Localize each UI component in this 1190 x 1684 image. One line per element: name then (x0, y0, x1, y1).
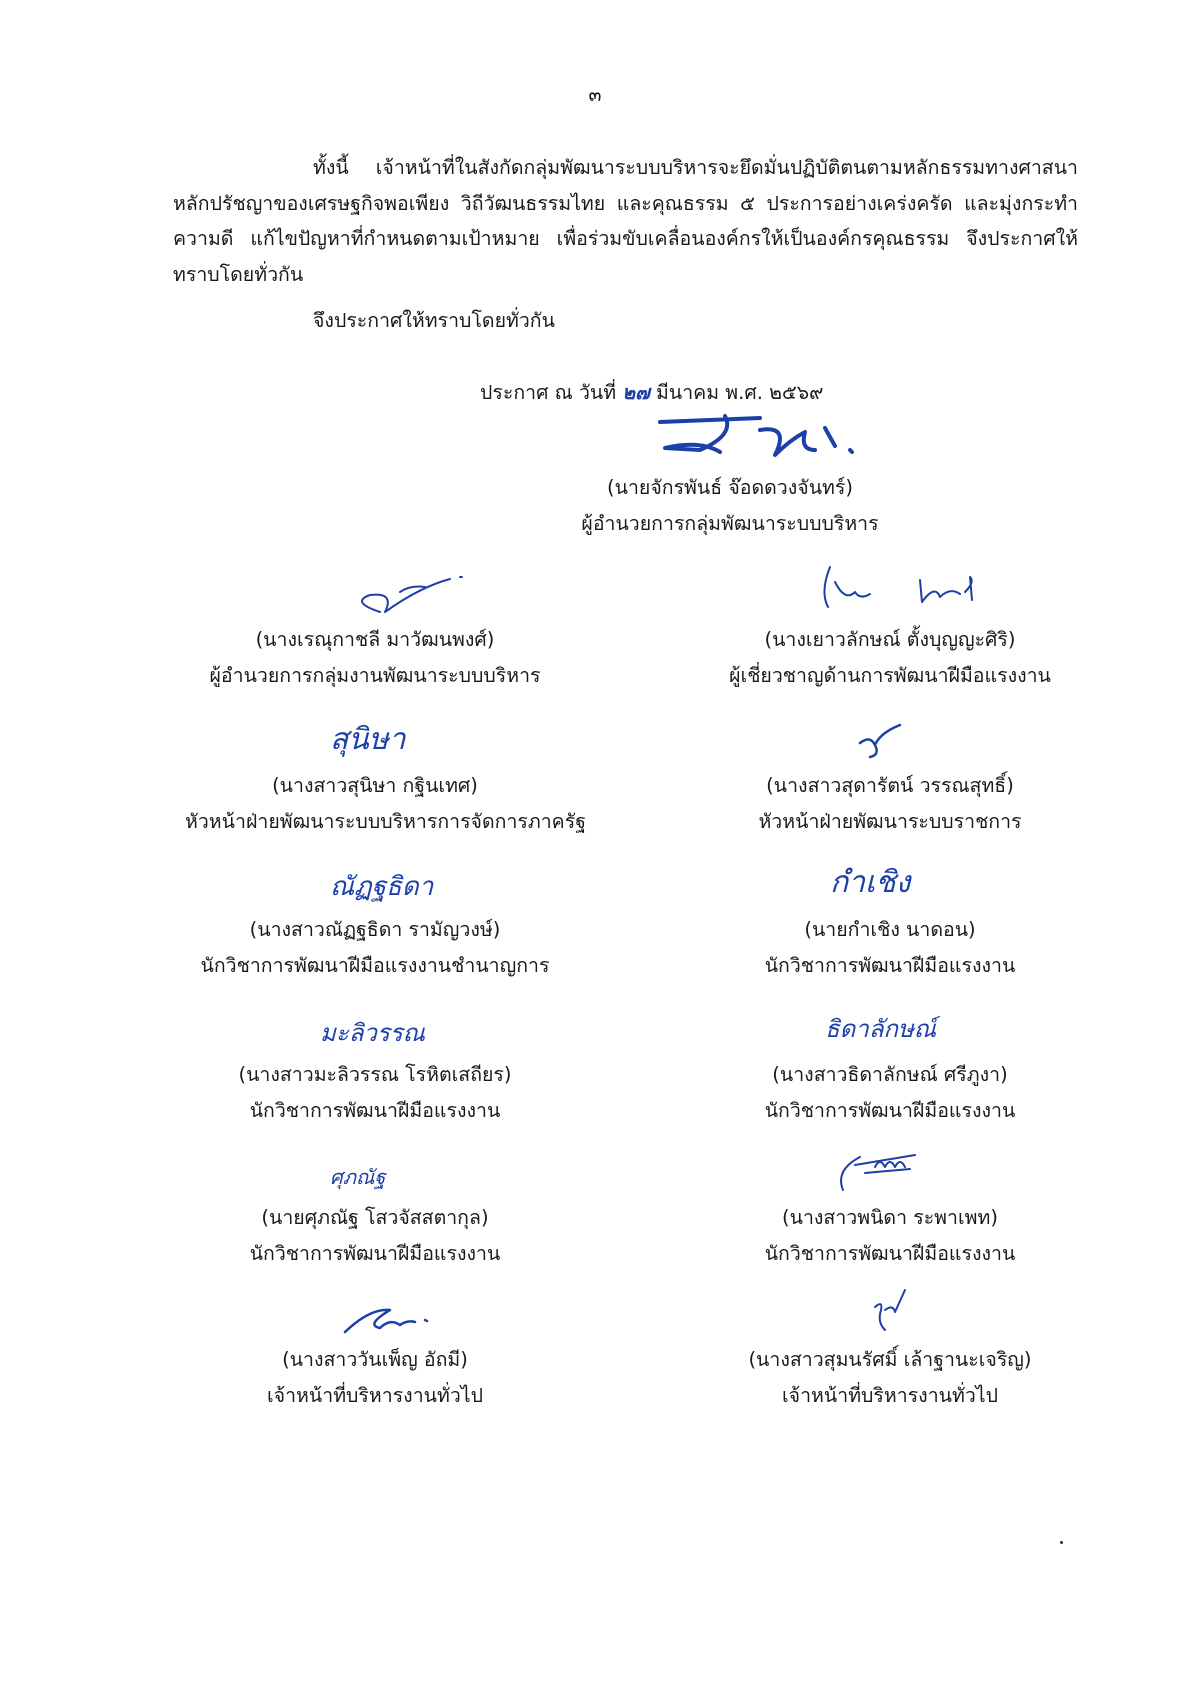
signatory-signature (865, 1282, 945, 1337)
signatory-block (185, 872, 565, 984)
signatory-signature-text: ณัฏฐธิดา (330, 872, 434, 902)
signatory-name: (นางสาวณัฏฐธิดา รามัญวงษ์) (249, 918, 501, 941)
signatory-block (700, 1342, 1080, 1414)
signatory-title: นักวิชาการพัฒนาฝีมือแรงงาน (249, 1099, 501, 1122)
director-signature (640, 410, 880, 470)
signatory-signature (830, 854, 950, 904)
signatory-title: เจ้าหน้าที่บริหารงานทั่วไป (267, 1384, 483, 1407)
signatory-title: หัวหน้าฝ่ายพัฒนาระบบบริหารการจัดการภาครัฐ (185, 810, 586, 833)
signatory-block (185, 722, 586, 840)
body-paragraph: ทั้งนี้ เจ้าหน้าที่ในสังกัดกลุ่มพัฒนาระบบบริหารจะยึดมั่นปฏิบัติตนตามหลักธรรมทางศาสนา หลักปรัชญาของเศรษฐกิจพอเพียง วิถีวัฒนธรรมไทย และคุณธรรม ๕ ประการอย่างเคร่งครัด และมุ่งกระทำความดี แก้ไขปัญหาที่กำหนดตามเป้าหมาย เพื่อร่วมขับเคลื่อนองค์กรให้เป็นองค์กรคุณธรรม จึงประกาศให้ทราบโดยทั่วกัน (173, 156, 1078, 286)
date-day: ๒๗ (622, 381, 650, 404)
signatory-name: (นางสาวพนิดา ระพาเพท) (782, 1206, 998, 1229)
signatory-name: (นางสาวมะลิวรรณ โรหิตเสถียร) (238, 1063, 512, 1086)
signatory-block (185, 1019, 565, 1129)
signatory-title: ผู้เชี่ยวชาญด้านการพัฒนาฝีมือแรงงาน (729, 664, 1051, 687)
scan-speck (1060, 1541, 1063, 1544)
signatory-block (700, 865, 1080, 984)
announcement-body (173, 150, 1078, 292)
signatory-block (700, 1015, 1080, 1129)
signatory-block (185, 1165, 565, 1272)
signatory-name: (นางเรณุกาชลี มาวัฒนพงศ์) (255, 628, 495, 651)
signatory-title: นักวิชาการพัฒนาฝีมือแรงงาน (249, 1242, 501, 1265)
director-name: (นายจักรพันธ์ จ๊อดดวงจันทร์) (607, 476, 853, 499)
signatory-signature (320, 1009, 460, 1054)
signatory-signature-text: มะลิวรรณ (320, 1019, 425, 1047)
signatory-title: ผู้อำนวยการกลุ่มงานพัฒนาระบบบริหาร (209, 664, 541, 687)
signatory-signature-text: สุนิษา (330, 722, 406, 757)
signatory-signature-text: ศุภณัฐ (330, 1165, 386, 1189)
date-prefix: ประกาศ ณ วันที่ (480, 381, 617, 404)
signatory-block (700, 622, 1080, 694)
signatory-title: นักวิชาการพัฒนาฝีมือแรงงาน (764, 954, 1016, 977)
director-signature-block (560, 470, 900, 542)
signatory-name: (นางสาวสุนิษา กฐินเทศ) (272, 774, 478, 797)
announcement-date (480, 377, 823, 408)
signatory-name: (นางสาวสุดารัตน์ วรรณสุทธิ์) (766, 774, 1014, 797)
signatory-name: (นางสาวธิดาลักษณ์ ศรีภูงา) (772, 1063, 1008, 1086)
signatory-signature (340, 567, 500, 622)
signatory-signature-text: ธิดาลักษณ์ (825, 1015, 937, 1043)
signatory-name: (นางเยาวลักษณ์ ตั้งบุญญะศิริ) (764, 628, 1016, 651)
signatory-signature (330, 1152, 440, 1197)
signatory-signature-text: กำเชิง (830, 865, 911, 900)
signatory-block (185, 622, 565, 694)
signatory-block (700, 1200, 1080, 1272)
signatory-block (185, 1342, 565, 1414)
signatory-name: (นางสาววันเพ็ญ อัถมี) (282, 1348, 468, 1371)
signatory-signature (335, 1290, 475, 1340)
signatory-signature (825, 1005, 965, 1050)
date-rest: มีนาคม พ.ศ. ๒๕๖๙ (656, 381, 824, 404)
signatory-title: หัวหน้าฝ่ายพัฒนาระบบราชการ (758, 810, 1022, 833)
signatory-name: (นายศุภณัฐ โสวจัสสตากุล) (261, 1206, 489, 1229)
director-title: ผู้อำนวยการกลุ่มพัฒนาระบบบริหาร (581, 512, 879, 535)
signatory-signature (330, 857, 460, 907)
signatory-title: นักวิชาการพัฒนาฝีมือแรงงานชำนาญการ (200, 954, 550, 977)
signatory-name: (นางสาวสุมนรัศมิ์ เล้าฐานะเจริญ) (748, 1348, 1032, 1371)
signatory-title: นักวิชาการพัฒนาฝีมือแรงงาน (764, 1099, 1016, 1122)
closing-line: จึงประกาศให้ทราบโดยทั่วกัน (313, 309, 555, 332)
page-number: ๓ (588, 84, 602, 106)
signatory-title: นักวิชาการพัฒนาฝีมือแรงงาน (764, 1242, 1016, 1265)
signatory-title: เจ้าหน้าที่บริหารงานทั่วไป (782, 1384, 998, 1407)
signatory-signature (825, 1145, 965, 1195)
signatory-signature (810, 562, 1010, 617)
signatory-name: (นายกำเชิง นาดอน) (804, 918, 976, 941)
signatory-signature (850, 713, 930, 763)
signatory-signature (330, 713, 450, 763)
signatory-block (700, 768, 1080, 840)
